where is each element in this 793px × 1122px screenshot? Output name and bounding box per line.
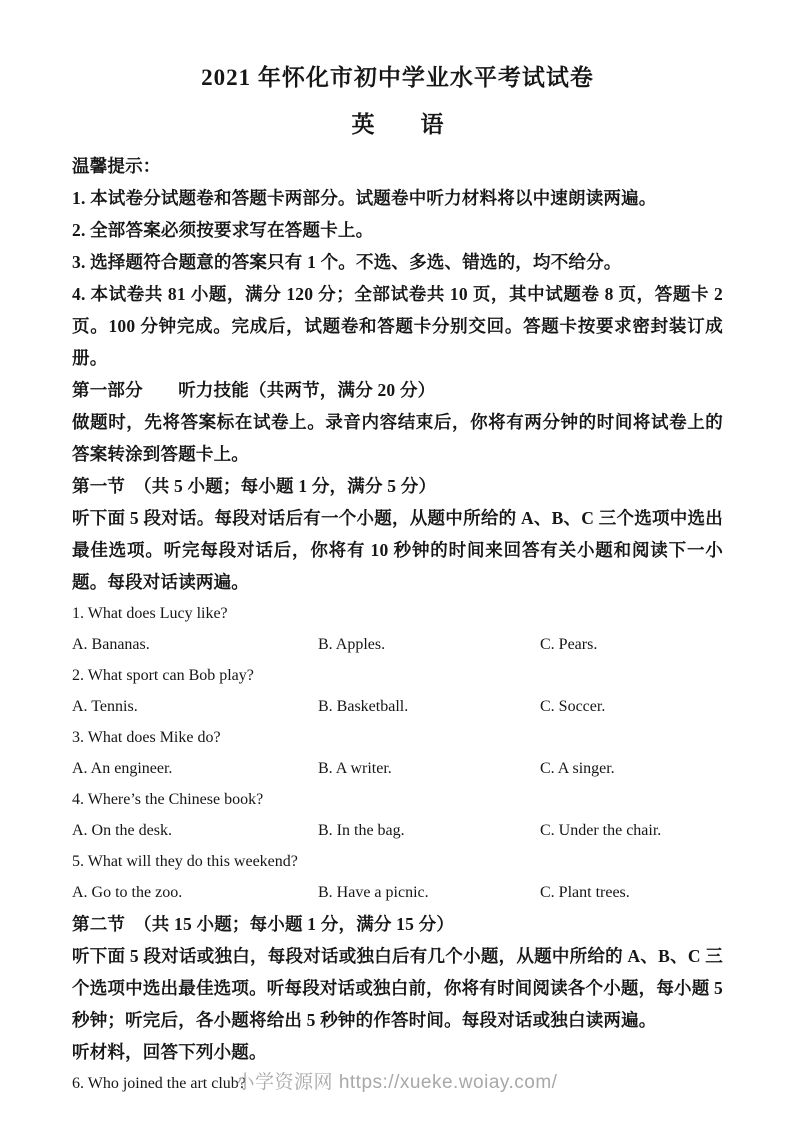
section2-heading: 第二节 （共 15 小题；每小题 1 分，满分 15 分） xyxy=(72,914,455,934)
tip-item-3: 3. 选择题符合题意的答案只有 1 个。不选、多选、错选的，均不给分。 xyxy=(72,252,622,272)
question-2-options xyxy=(72,691,723,722)
question-5-options xyxy=(72,877,723,908)
question-2: 2. What sport can Bob play? xyxy=(72,667,254,684)
part1-heading: 第一部分 听力技能（共两节，满分 20 分） xyxy=(72,380,436,400)
option-1b: B. Apples. xyxy=(318,636,386,653)
option-5b: B. Have a picnic. xyxy=(318,884,429,901)
watermark-footer: 小学资源网 https://xueke.woiay.com/ xyxy=(235,1072,558,1093)
option-1c: C. Pears. xyxy=(540,636,598,653)
question-5: 5. What will they do this weekend? xyxy=(72,853,298,870)
option-5c: C. Plant trees. xyxy=(540,884,630,901)
material-prompt: 听材料，回答下列小题。 xyxy=(72,1042,267,1062)
section2-instructions: 听下面 5 段对话或独白，每段对话或独白后有几个小题，从题中所给的 A、B、C 三个选项中选出最佳选项。听每段对话或独白前，你将有时间阅读各个小题，每小题 5 秒钟；听完后，各小题将给出 5 秒钟的作答时间。每段对话或独白读两遍。 xyxy=(72,946,723,1030)
page-title: 2021 年怀化市初中学业水平考试试卷 xyxy=(201,65,594,90)
question-3-options xyxy=(72,753,723,784)
tip-item-1: 1. 本试卷分试题卷和答题卡两部分。试题卷中听力材料将以中速朗读两遍。 xyxy=(72,188,657,208)
option-4a: A. On the desk. xyxy=(72,822,172,839)
question-3: 3. What does Mike do? xyxy=(72,729,221,746)
tips-heading: 温馨提示： xyxy=(72,156,161,176)
part1-instructions: 做题时，先将答案标在试卷上。录音内容结束后，你将有两分钟的时间将试卷上的答案转涂到答题卡上。 xyxy=(72,412,723,464)
question-4-options xyxy=(72,815,723,846)
subject-title: 英 语 xyxy=(351,112,444,137)
section1-heading: 第一节 （共 5 小题；每小题 1 分，满分 5 分） xyxy=(72,476,437,496)
option-3a: A. An engineer. xyxy=(72,760,173,777)
option-1a: A. Bananas. xyxy=(72,636,150,653)
question-4: 4. Where’s the Chinese book? xyxy=(72,791,264,808)
question-6: 6. Who joined the art club? xyxy=(72,1075,246,1092)
option-4c: C. Under the chair. xyxy=(540,822,662,839)
option-4b: B. In the bag. xyxy=(318,822,405,839)
option-2b: B. Basketball. xyxy=(318,698,409,715)
tip-item-2: 2. 全部答案必须按要求写在答题卡上。 xyxy=(72,220,374,240)
option-3b: B. A writer. xyxy=(318,760,392,777)
option-2a: A. Tennis. xyxy=(72,698,138,715)
option-3c: C. A singer. xyxy=(540,760,615,777)
option-5a: A. Go to the zoo. xyxy=(72,884,183,901)
question-1: 1. What does Lucy like? xyxy=(72,605,228,622)
option-2c: C. Soccer. xyxy=(540,698,606,715)
tip-item-4: 4. 本试卷共 81 小题，满分 120 分；全部试卷共 10 页，其中试题卷 8 页，答题卡 2 页。100 分钟完成。完成后，试题卷和答题卡分别交回。答题卡按要求密封装订成册。 xyxy=(72,284,723,368)
question-1-options xyxy=(72,629,723,660)
section1-instructions: 听下面 5 段对话。每段对话后有一个小题，从题中所给的 A、B、C 三个选项中选出最佳选项。听完每段对话后，你将有 10 秒钟的时间来回答有关小题和阅读下一小题。每段对话读两遍。 xyxy=(72,508,723,592)
